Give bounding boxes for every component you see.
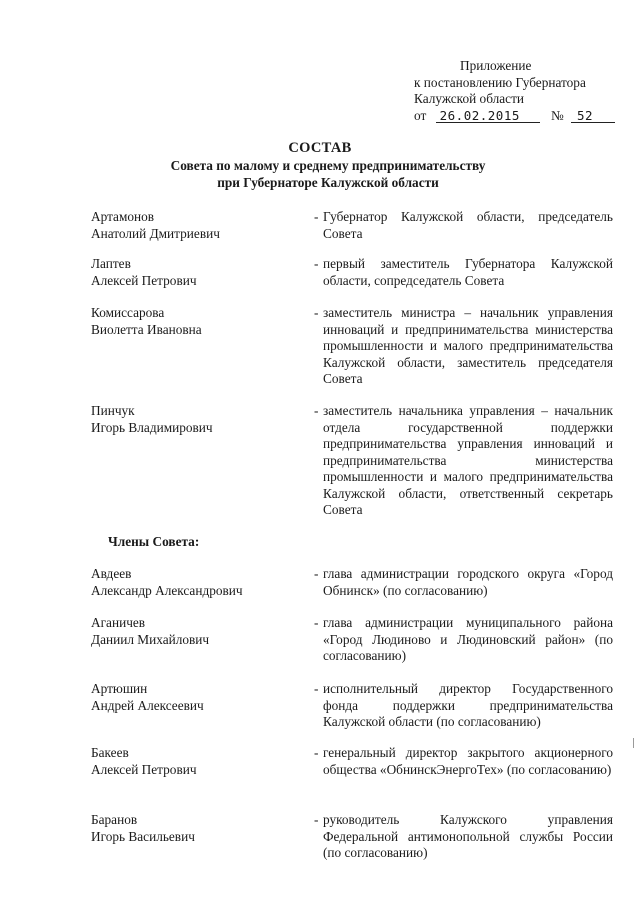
member-dash: - [314, 812, 319, 827]
member-name [91, 209, 301, 242]
member-surname: Артюшин [91, 681, 148, 696]
member-given-name: Александр Александрович [91, 582, 243, 598]
annex-number: 52 [571, 109, 615, 123]
annex-title: Приложение [460, 58, 532, 73]
member-name [91, 745, 301, 778]
member-surname: Лаптев [91, 256, 131, 271]
member-dash: - [314, 566, 319, 581]
member-given-name: Алексей Петрович [91, 272, 197, 288]
members-section-heading: Члены Совета: [108, 534, 200, 549]
member-given-name: Игорь Владимирович [91, 419, 213, 435]
member-role: заместитель начальника управления – начальник отдела государственной поддержки предпринимательства управления инноваций и предпринимательства министерства промышленности и малого предпринимательства Калужской области, ответственный секретарь Совета [323, 403, 613, 517]
member-given-name: Алексей Петрович [91, 761, 197, 777]
member-name [91, 615, 301, 648]
member-role: глава администрации городского округа «Город Обнинск» (по согласованию) [323, 566, 613, 598]
member-given-name: Игорь Васильевич [91, 828, 195, 844]
member-given-name: Анатолий Дмитриевич [91, 225, 220, 241]
scan-mark [633, 738, 634, 748]
annex-region: Калужской области [414, 91, 524, 106]
member-surname: Комиссарова [91, 305, 165, 320]
annex-date-line [414, 108, 614, 125]
member-name [91, 812, 301, 845]
member-role: заместитель министра – начальник управления инноваций и предпринимательства министерства промышленности и малого предпринимательства Калужской области, заместитель председателя Совета [323, 305, 613, 386]
member-role: руководитель Калужского управления Федеральной антимонопольной службы России (по согласованию) [323, 812, 613, 860]
member-name [91, 305, 301, 338]
member-dash: - [314, 305, 319, 320]
member-name [91, 403, 301, 436]
member-dash: - [314, 256, 319, 271]
member-role: исполнительный директор Государственного фонда поддержки предпринимательства Калужской области (по согласованию) [323, 681, 613, 729]
member-role: генеральный директор закрытого акционерного общества «ОбнинскЭнергоТех» (по согласованию) [323, 745, 613, 777]
member-given-name: Виолетта Ивановна [91, 321, 202, 337]
member-given-name: Даниил Михайлович [91, 631, 210, 647]
member-dash: - [314, 615, 319, 630]
member-name [91, 256, 301, 289]
member-surname: Артамонов [91, 209, 155, 224]
annex-block [414, 58, 614, 124]
member-role: глава администрации муниципального района «Город Людиново и Людиновский район» (по согласованию) [323, 615, 613, 663]
member-role: первый заместитель Губернатора Калужской области, сопредседатель Совета [323, 256, 613, 288]
member-dash: - [314, 403, 319, 418]
document-subtitle: Совета по малому и среднему предпринимательству [170, 158, 486, 173]
member-dash: - [314, 745, 319, 760]
annex-reference: к постановлению Губернатора [414, 74, 586, 90]
annex-date: 26.02.2015 [436, 109, 540, 123]
member-surname: Аганичев [91, 615, 146, 630]
member-role: Губернатор Калужской области, председатель Совета [323, 209, 613, 241]
document-subtitle-2: при Губернаторе Калужской области [217, 175, 439, 190]
member-surname: Авдеев [91, 566, 132, 581]
member-name [91, 566, 301, 599]
member-given-name: Андрей Алексеевич [91, 697, 204, 713]
annex-from-label: от [414, 107, 427, 123]
member-surname: Баранов [91, 812, 138, 827]
member-surname: Пинчук [91, 403, 135, 418]
member-dash: - [314, 681, 319, 696]
member-name [91, 681, 301, 714]
document-title: СОСТАВ [288, 140, 352, 156]
member-dash: - [314, 209, 319, 224]
member-surname: Бакеев [91, 745, 129, 760]
annex-number-label: № [550, 107, 564, 123]
